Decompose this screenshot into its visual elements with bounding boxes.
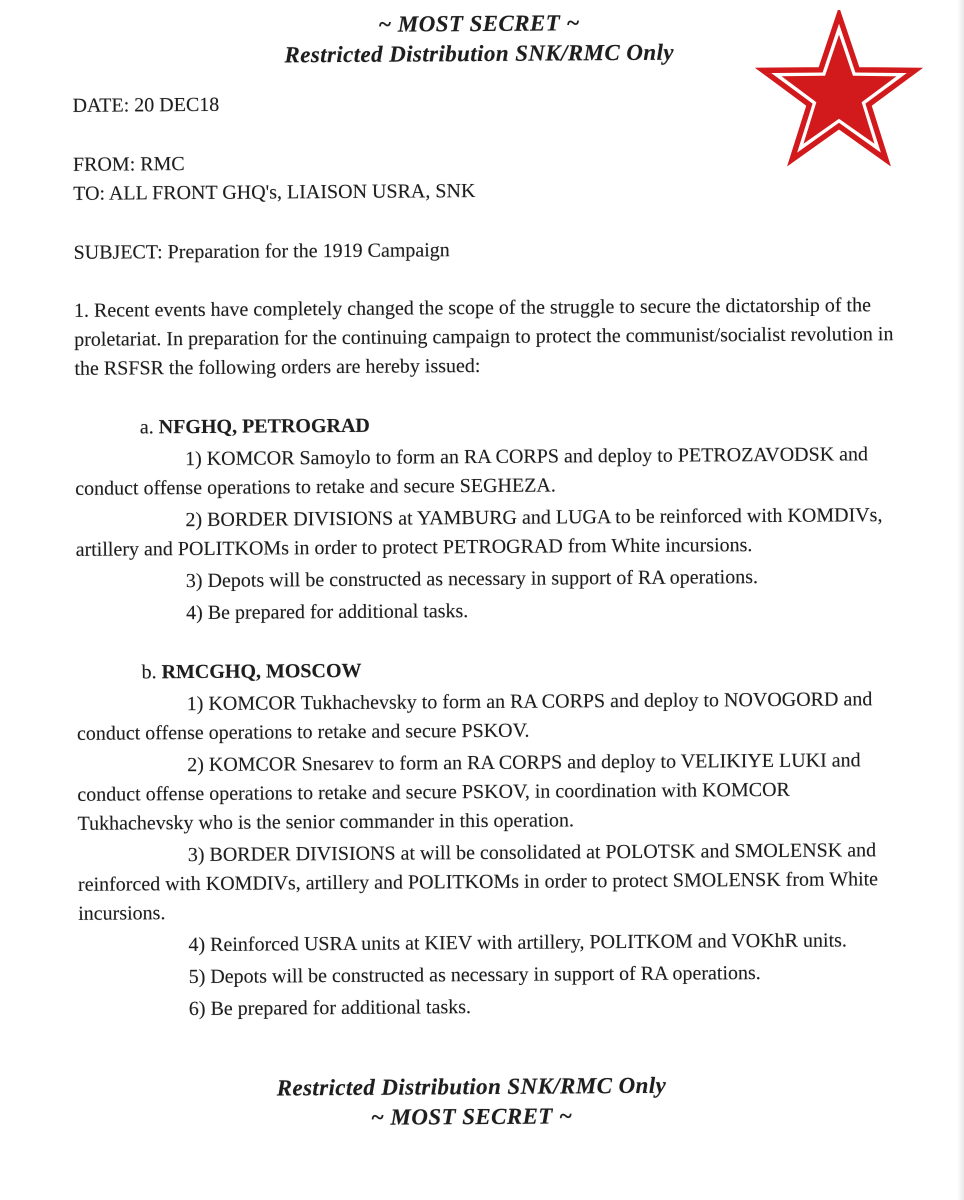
order-item-b5: 5) Depots will be constructed as necessary in support of RA operations.	[188, 962, 761, 989]
classification-banner-top: ~ MOST SECRET ~	[378, 10, 580, 37]
section-name: RMCGHQ, MOSCOW	[161, 659, 362, 684]
document-footer	[4, 1069, 964, 1136]
order-item-a4: 4) Be prepared for additional tasks.	[186, 600, 469, 625]
date-label: DATE:	[72, 94, 130, 117]
section-b-title	[76, 653, 897, 688]
order-item-b1: 1) KOMCOR Tukhachevsky to form an RA CORPS and deploy to NOVOGORD and conduct offense operations to retake and secure PSKOV.	[76, 688, 873, 745]
from-label: FROM:	[72, 153, 136, 176]
date-value: 20 DEC18	[134, 93, 220, 117]
date-line	[72, 86, 893, 121]
order-item-a3: 3) Depots will be constructed as necessary in support of RA operations.	[185, 566, 759, 593]
to-line	[73, 174, 894, 209]
order-item-b2: 2) KOMCOR Snesarev to form an RA CORPS and deploy to VELIKIYE LUKI and conduct offense operations to retake and secure PSKOV, in coordination with KOMCOR Tukhachevsky who is the senior commander in this operation.	[77, 749, 861, 835]
subject-line	[73, 233, 894, 268]
order-item-b3: 3) BORDER DIVISIONS at will be consolidated at POLOTSK and SMOLENSK and reinforced with KOMDIVs, artillery and POLITKOMs in order to protect SMOLENSK from White incursions.	[77, 839, 879, 925]
document-header	[0, 0, 961, 72]
section-name: NFGHQ, PETROGRAD	[158, 414, 370, 439]
order-item-a2: 2) BORDER DIVISIONS at YAMBURG and LUGA to be reinforced with KOMDIVs, artillery and POLITKOMs in order to protect PETROGRAD from White incursions.	[75, 504, 883, 561]
classification-banner-bottom: ~ MOST SECRET ~	[370, 1103, 573, 1130]
order-item-b4: 4) Reinforced USRA units at KIEV with artillery, POLITKOM and VOKhR units.	[188, 929, 847, 957]
section-letter: a.	[139, 416, 154, 439]
section-a-title	[75, 408, 896, 443]
to-value: ALL FRONT GHQ's, LIAISON USRA, SNK	[108, 180, 476, 205]
section-letter: b.	[141, 661, 157, 684]
to-label: TO:	[73, 182, 106, 205]
order-item-a1: 1) KOMCOR Samoylo to form an RA CORPS and deploy to PETROZAVODSK and conduct offense operations to retake and secure SEGHEZA.	[75, 443, 869, 500]
subject-label: SUBJECT:	[73, 241, 163, 264]
intro-paragraph: 1. Recent events have completely changed the scope of the struggle to secure the dictatorship of the proletariat. In preparation for the continuing campaign to protect the communist/socialist revolution in the RSFSR the following orders are hereby issued:	[73, 294, 894, 380]
subject-value: Preparation for the 1919 Campaign	[167, 239, 450, 264]
from-value: RMC	[140, 153, 185, 176]
distribution-banner-bottom: Restricted Distribution SNK/RMC Only	[276, 1072, 667, 1101]
distribution-banner-top: Restricted Distribution SNK/RMC Only	[284, 39, 675, 68]
order-item-b6: 6) Be prepared for additional tasks.	[188, 996, 472, 1021]
